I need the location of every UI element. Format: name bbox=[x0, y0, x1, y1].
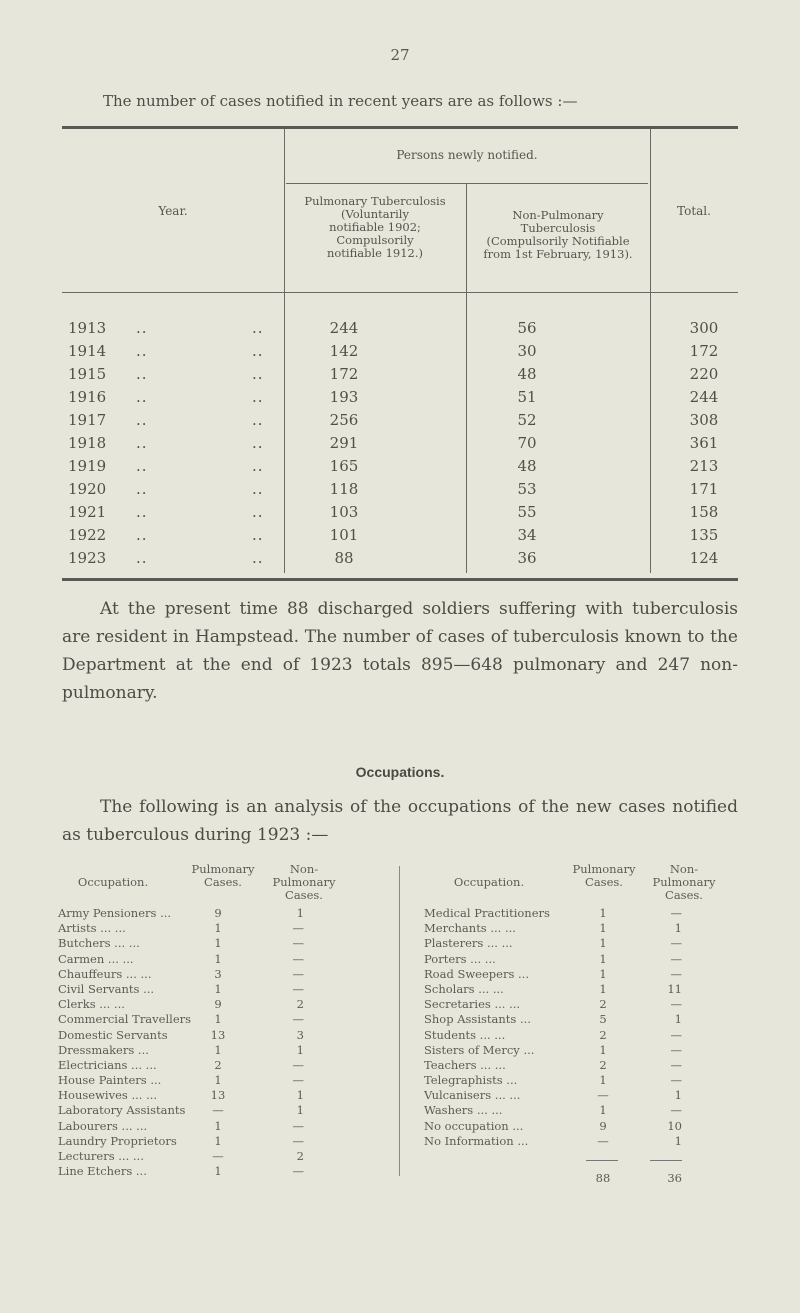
occupation-name: Sisters of Mercy ... bbox=[424, 1042, 535, 1057]
occupation-column-divider bbox=[399, 866, 400, 1176]
leader-dots: .. bbox=[136, 319, 148, 337]
occupation-row bbox=[58, 1043, 348, 1058]
non-pulmonary-count: 3 bbox=[296, 1027, 304, 1042]
pulmonary-count: 2 bbox=[599, 1057, 607, 1072]
occupation-name: Clerks ... ... bbox=[58, 997, 125, 1012]
leader-dots: .. bbox=[136, 503, 148, 521]
leader-dots: .. bbox=[252, 388, 264, 406]
group-rule bbox=[286, 183, 648, 184]
header-non-pulmonary-cases: Non- Pulmonary Cases. bbox=[272, 862, 336, 902]
pulmonary-count: 13 bbox=[210, 1027, 226, 1042]
non-pulmonary-cell: 53 bbox=[517, 480, 537, 498]
occupation-row bbox=[58, 982, 348, 997]
paragraph-soldiers: At the present time 88 discharged soldiers suffering with tuberculosis are resident in Hampstead. The number of cases of tuberculosis known to the Department at the end of 1923 totals 895—648 pulmonary and 247 non-pulmonary. bbox=[62, 599, 738, 703]
pulmonary-cell: 118 bbox=[329, 480, 359, 498]
non-pulmonary-count: — bbox=[292, 981, 304, 996]
leader-dots: .. bbox=[252, 365, 264, 383]
table-row bbox=[62, 455, 738, 478]
year-cell: 1914 bbox=[68, 342, 107, 360]
occupation-name: Housewives ... ... bbox=[58, 1088, 158, 1103]
non-pulmonary-count: 2 bbox=[296, 997, 304, 1012]
occupation-row bbox=[424, 1028, 764, 1043]
year-cell: 1918 bbox=[68, 434, 107, 452]
year-cell: 1916 bbox=[68, 388, 107, 406]
header-pulmonary-cases: Pulmonary Cases. bbox=[191, 862, 255, 889]
total-rule bbox=[650, 1160, 682, 1161]
table-row bbox=[62, 409, 738, 432]
header-year: Year. bbox=[158, 204, 188, 218]
occupation-name: Army Pensioners ... bbox=[58, 906, 172, 920]
pulmonary-count: 1 bbox=[214, 1118, 222, 1133]
totals-rule-row bbox=[424, 1149, 764, 1171]
table-header bbox=[62, 129, 738, 293]
non-pulmonary-count: — bbox=[670, 1057, 682, 1072]
occupation-name: Commercial Travellers bbox=[58, 1012, 192, 1027]
occupation-row bbox=[58, 1103, 348, 1118]
non-pulmonary-cell: 55 bbox=[517, 503, 537, 521]
pulmonary-count: 5 bbox=[599, 1012, 607, 1027]
table-row bbox=[62, 317, 738, 340]
non-pulmonary-count: — bbox=[670, 936, 682, 951]
non-pulmonary-cell: 70 bbox=[517, 434, 537, 452]
occupation-row bbox=[58, 936, 348, 951]
non-pulmonary-count: 1 bbox=[296, 1103, 304, 1118]
table-row bbox=[62, 386, 738, 409]
non-pulmonary-count: — bbox=[670, 1103, 682, 1118]
leader-dots: .. bbox=[136, 457, 148, 475]
non-pulmonary-count: 1 bbox=[296, 1088, 304, 1103]
pulmonary-total: 88 bbox=[595, 1171, 611, 1185]
pulmonary-count: 1 bbox=[599, 936, 607, 951]
non-pulmonary-count: — bbox=[292, 1164, 304, 1179]
pulmonary-count: 1 bbox=[214, 951, 222, 966]
occupation-row bbox=[424, 982, 764, 997]
leader-dots: .. bbox=[136, 549, 148, 567]
pulmonary-count: 9 bbox=[214, 997, 222, 1012]
occupation-row bbox=[424, 997, 764, 1012]
occupation-row bbox=[58, 1119, 348, 1134]
occupation-name: Domestic Servants bbox=[58, 1027, 168, 1042]
notifications-table bbox=[62, 126, 738, 581]
pulmonary-cell: 172 bbox=[329, 365, 359, 383]
total-cell: 172 bbox=[689, 342, 719, 360]
non-pulmonary-cell: 30 bbox=[517, 342, 537, 360]
occupation-row bbox=[424, 936, 764, 951]
totals-row bbox=[424, 1171, 764, 1186]
occupation-name: Teachers ... ... bbox=[424, 1057, 506, 1072]
pulmonary-count: 1 bbox=[599, 1103, 607, 1118]
pulmonary-count: 1 bbox=[214, 1133, 222, 1148]
occupation-name: Plasterers ... ... bbox=[424, 936, 513, 951]
occupation-row bbox=[424, 952, 764, 967]
occupation-header bbox=[424, 862, 764, 906]
occupation-name: Laundry Proprietors bbox=[58, 1133, 177, 1148]
non-pulmonary-count: — bbox=[670, 906, 682, 920]
leader-dots: .. bbox=[252, 319, 264, 337]
leader-dots: .. bbox=[136, 480, 148, 498]
occupation-name: Labourers ... ... bbox=[58, 1118, 148, 1133]
total-cell: 300 bbox=[689, 319, 719, 337]
occupation-row bbox=[424, 967, 764, 982]
total-cell: 244 bbox=[689, 388, 719, 406]
occupation-row bbox=[58, 1073, 348, 1088]
leader-dots: .. bbox=[136, 342, 148, 360]
pulmonary-count: 1 bbox=[214, 936, 222, 951]
pulmonary-cell: 256 bbox=[329, 411, 359, 429]
pulmonary-count: 1 bbox=[599, 981, 607, 996]
non-pulmonary-cell: 52 bbox=[517, 411, 537, 429]
leader-dots: .. bbox=[136, 365, 148, 383]
non-pulmonary-count: — bbox=[292, 1073, 304, 1088]
year-cell: 1913 bbox=[68, 319, 107, 337]
section-heading-occupations: Occupations. bbox=[355, 764, 445, 780]
year-cell: 1915 bbox=[68, 365, 107, 383]
occupation-table-right bbox=[424, 862, 764, 1186]
occupation-row bbox=[424, 1012, 764, 1027]
year-cell: 1921 bbox=[68, 503, 107, 521]
table-row bbox=[62, 340, 738, 363]
header-pulmonary: Pulmonary Tuberculosis (Voluntarily notifiable 1902; Compulsorily notifiable 1912.) bbox=[304, 194, 446, 260]
non-pulmonary-count: — bbox=[670, 997, 682, 1012]
occupation-name: No occupation ... bbox=[424, 1118, 524, 1133]
non-pulmonary-count: — bbox=[670, 1073, 682, 1088]
non-pulmonary-count: 1 bbox=[296, 1042, 304, 1057]
occupation-name: No Information ... bbox=[424, 1133, 529, 1148]
pulmonary-cell: 193 bbox=[329, 388, 359, 406]
leader-dots: .. bbox=[252, 457, 264, 475]
pulmonary-count: 1 bbox=[599, 1073, 607, 1088]
pulmonary-cell: 165 bbox=[329, 457, 359, 475]
total-cell: 213 bbox=[689, 457, 719, 475]
total-cell: 171 bbox=[689, 480, 719, 498]
occupation-header bbox=[58, 862, 348, 906]
table-body bbox=[62, 293, 738, 578]
occupation-row bbox=[424, 1043, 764, 1058]
non-pulmonary-cell: 48 bbox=[517, 365, 537, 383]
occupation-name: Chauffeurs ... ... bbox=[58, 966, 152, 981]
pulmonary-count: 1 bbox=[599, 906, 607, 920]
pulmonary-count: 1 bbox=[214, 921, 222, 936]
non-pulmonary-count: 1 bbox=[674, 1012, 682, 1027]
occupation-name: Dressmakers ... bbox=[58, 1042, 149, 1057]
pulmonary-cell: 244 bbox=[329, 319, 359, 337]
table-row bbox=[62, 524, 738, 547]
occupation-row bbox=[58, 952, 348, 967]
header-total: Total. bbox=[677, 204, 711, 218]
header-persons-newly-notified: Persons newly notified. bbox=[396, 148, 538, 162]
non-pulmonary-cell: 48 bbox=[517, 457, 537, 475]
table-row bbox=[62, 478, 738, 501]
table-bottom-rule bbox=[62, 578, 738, 581]
total-cell: 124 bbox=[689, 549, 719, 567]
occupation-name: Laboratory Assistants bbox=[58, 1103, 186, 1118]
occupation-name: Merchants ... ... bbox=[424, 921, 516, 936]
occupation-row bbox=[424, 1058, 764, 1073]
header-pulmonary-cases: Pulmonary Cases. bbox=[572, 862, 636, 889]
pulmonary-count: 1 bbox=[214, 1012, 222, 1027]
occupation-row bbox=[424, 1134, 764, 1149]
header-occupation: Occupation. bbox=[453, 875, 525, 889]
leader-dots: .. bbox=[136, 526, 148, 544]
year-cell: 1920 bbox=[68, 480, 107, 498]
leader-dots: .. bbox=[252, 549, 264, 567]
occupation-table-left bbox=[58, 862, 348, 1179]
pulmonary-count: 13 bbox=[210, 1088, 226, 1103]
occupation-name: House Painters ... bbox=[58, 1073, 162, 1088]
non-pulmonary-count: — bbox=[670, 1042, 682, 1057]
table-row bbox=[62, 501, 738, 524]
intro-text: The number of cases notified in recent years are as follows :— bbox=[103, 92, 578, 110]
occupation-name: Artists ... ... bbox=[58, 921, 126, 936]
total-cell: 361 bbox=[689, 434, 719, 452]
page-number: 27 bbox=[390, 46, 410, 64]
occupation-name: Scholars ... ... bbox=[424, 981, 504, 996]
year-cell: 1917 bbox=[68, 411, 107, 429]
occupation-name: Vulcanisers ... ... bbox=[424, 1088, 521, 1103]
non-pulmonary-count: 1 bbox=[674, 1088, 682, 1103]
pulmonary-count: 2 bbox=[599, 997, 607, 1012]
total-cell: 220 bbox=[689, 365, 719, 383]
pulmonary-cell: 291 bbox=[329, 434, 359, 452]
pulmonary-count: 1 bbox=[214, 981, 222, 996]
year-cell: 1923 bbox=[68, 549, 107, 567]
pulmonary-count: 1 bbox=[599, 921, 607, 936]
occupation-row bbox=[58, 1149, 348, 1164]
total-cell: 135 bbox=[689, 526, 719, 544]
occupation-name: Electricians ... ... bbox=[58, 1057, 157, 1072]
occupation-row bbox=[58, 1088, 348, 1103]
pulmonary-count: 1 bbox=[599, 966, 607, 981]
table-row bbox=[62, 363, 738, 386]
leader-dots: .. bbox=[136, 434, 148, 452]
non-pulmonary-count: — bbox=[292, 1012, 304, 1027]
non-pulmonary-count: — bbox=[292, 1057, 304, 1072]
occupation-name: Students ... ... bbox=[424, 1027, 506, 1042]
total-cell: 308 bbox=[689, 411, 719, 429]
pulmonary-count: 1 bbox=[599, 951, 607, 966]
occupation-row bbox=[58, 1012, 348, 1027]
non-pulmonary-cell: 51 bbox=[517, 388, 537, 406]
non-pulmonary-count: — bbox=[670, 951, 682, 966]
occupation-row bbox=[58, 1058, 348, 1073]
non-pulmonary-cell: 36 bbox=[517, 549, 537, 567]
occupation-name: Washers ... ... bbox=[424, 1103, 503, 1118]
table-row bbox=[62, 432, 738, 455]
occupation-row bbox=[58, 1028, 348, 1043]
pulmonary-count: — bbox=[597, 1133, 609, 1148]
pulmonary-count: 9 bbox=[214, 906, 222, 920]
non-pulmonary-cell: 56 bbox=[517, 319, 537, 337]
non-pulmonary-count: 2 bbox=[296, 1149, 304, 1163]
occupation-row bbox=[58, 997, 348, 1012]
leader-dots: .. bbox=[136, 411, 148, 429]
occupation-row bbox=[424, 1088, 764, 1103]
pulmonary-count: — bbox=[597, 1088, 609, 1103]
occupation-name: Telegraphists ... bbox=[424, 1073, 518, 1088]
occupation-row bbox=[58, 967, 348, 982]
pulmonary-count: 2 bbox=[214, 1057, 222, 1072]
non-pulmonary-total: 36 bbox=[667, 1171, 682, 1185]
pulmonary-count: 1 bbox=[214, 1073, 222, 1088]
leader-dots: .. bbox=[252, 526, 264, 544]
pulmonary-count: — bbox=[212, 1103, 224, 1118]
occupation-name: Road Sweepers ... bbox=[424, 966, 529, 981]
pulmonary-cell: 142 bbox=[329, 342, 359, 360]
pulmonary-count: 1 bbox=[214, 1164, 222, 1179]
year-cell: 1919 bbox=[68, 457, 107, 475]
pulmonary-count: 1 bbox=[214, 1042, 222, 1057]
pulmonary-cell: 103 bbox=[329, 503, 359, 521]
non-pulmonary-count: — bbox=[292, 921, 304, 936]
occupation-row bbox=[424, 921, 764, 936]
occupation-name: Medical Practitioners bbox=[424, 906, 550, 920]
non-pulmonary-count: — bbox=[292, 1118, 304, 1133]
occupation-name: Carmen ... ... bbox=[58, 951, 134, 966]
year-cell: 1922 bbox=[68, 526, 107, 544]
non-pulmonary-count: 1 bbox=[296, 906, 304, 920]
occupation-name: Lecturers ... ... bbox=[58, 1149, 144, 1163]
non-pulmonary-count: — bbox=[292, 966, 304, 981]
total-cell: 158 bbox=[689, 503, 719, 521]
pulmonary-count: 1 bbox=[599, 1042, 607, 1057]
non-pulmonary-count: 11 bbox=[667, 981, 682, 996]
pulmonary-cell: 88 bbox=[334, 549, 354, 567]
total-rule bbox=[586, 1160, 618, 1161]
non-pulmonary-count: — bbox=[670, 1027, 682, 1042]
header-non-pulmonary-cases: Non- Pulmonary Cases. bbox=[652, 862, 716, 902]
paragraph-occupations-intro: The following is an analysis of the occupations of the new cases notified as tuberculous during 1923 :— bbox=[62, 797, 738, 845]
pulmonary-count: 9 bbox=[599, 1118, 607, 1133]
header-non-pulmonary: Non-Pulmonary Tuberculosis (Compulsorily Notifiable from 1st February, 1913). bbox=[483, 208, 633, 261]
non-pulmonary-count: — bbox=[292, 951, 304, 966]
leader-dots: .. bbox=[252, 480, 264, 498]
pulmonary-count: — bbox=[212, 1149, 224, 1163]
header-occupation: Occupation. bbox=[77, 875, 149, 889]
occupation-row bbox=[58, 906, 348, 921]
non-pulmonary-count: — bbox=[670, 966, 682, 981]
occupation-row bbox=[58, 921, 348, 936]
occupation-name: Porters ... ... bbox=[424, 951, 496, 966]
leader-dots: .. bbox=[136, 388, 148, 406]
occupation-row bbox=[424, 1103, 764, 1118]
non-pulmonary-count: — bbox=[292, 1133, 304, 1148]
occupation-row bbox=[424, 1073, 764, 1088]
pulmonary-count: 3 bbox=[214, 966, 222, 981]
non-pulmonary-count: 1 bbox=[674, 1133, 682, 1148]
non-pulmonary-count: 1 bbox=[674, 921, 682, 936]
non-pulmonary-cell: 34 bbox=[517, 526, 537, 544]
occupation-name: Civil Servants ... bbox=[58, 981, 155, 996]
occupation-name: Butchers ... ... bbox=[58, 936, 140, 951]
occupation-name: Line Etchers ... bbox=[58, 1164, 147, 1179]
non-pulmonary-count: — bbox=[292, 936, 304, 951]
occupation-name: Shop Assistants ... bbox=[424, 1012, 531, 1027]
pulmonary-count: 2 bbox=[599, 1027, 607, 1042]
leader-dots: .. bbox=[252, 342, 264, 360]
occupation-row bbox=[424, 906, 764, 921]
non-pulmonary-count: 10 bbox=[667, 1118, 682, 1133]
occupation-row bbox=[58, 1134, 348, 1149]
leader-dots: .. bbox=[252, 411, 264, 429]
leader-dots: .. bbox=[252, 503, 264, 521]
leader-dots: .. bbox=[252, 434, 264, 452]
occupation-row bbox=[424, 1119, 764, 1134]
occupation-name: Secretaries ... ... bbox=[424, 997, 521, 1012]
pulmonary-cell: 101 bbox=[329, 526, 359, 544]
occupation-row bbox=[58, 1164, 348, 1179]
table-row bbox=[62, 547, 738, 570]
